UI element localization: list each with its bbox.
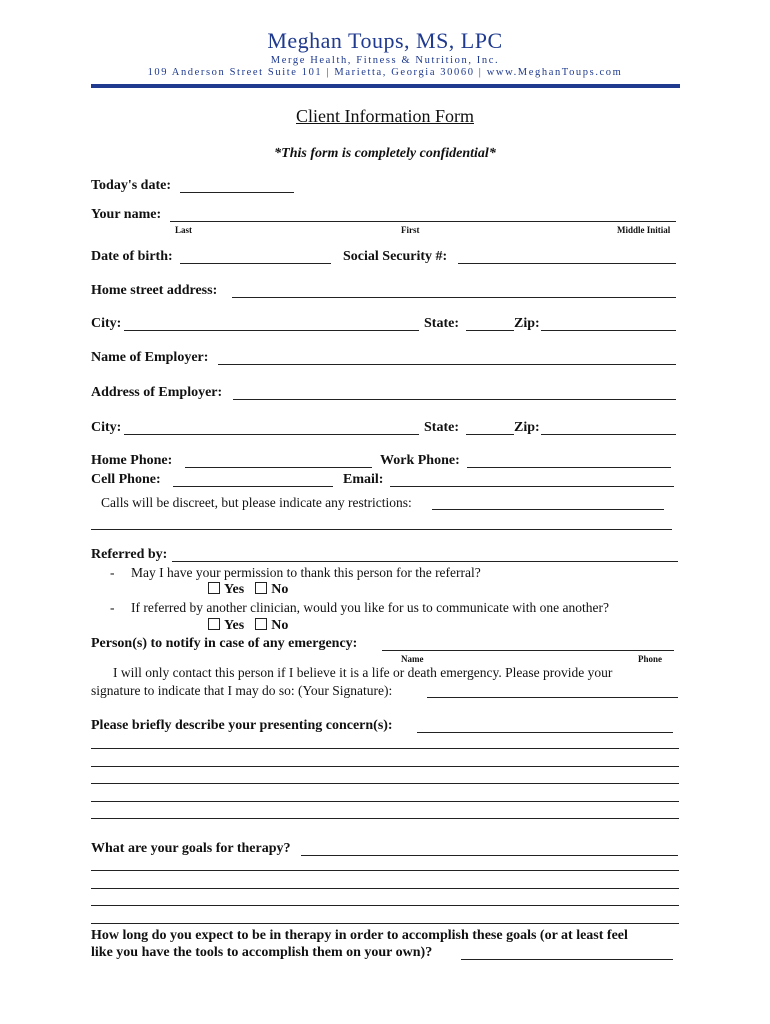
clinician-question: If referred by another clinician, would you like for us to communicate with one another? bbox=[131, 600, 609, 615]
permission-yes-label: Yes bbox=[224, 582, 245, 597]
clinician-no-label: No bbox=[271, 618, 289, 633]
work-phone-field[interactable] bbox=[467, 467, 671, 468]
dob-label: Date of birth: bbox=[91, 249, 173, 264]
employer-address-field[interactable] bbox=[233, 399, 676, 400]
emergency-phone-caption: Phone bbox=[638, 654, 663, 664]
home-phone-label: Home Phone: bbox=[91, 453, 173, 468]
employer-zip-field[interactable] bbox=[541, 434, 676, 435]
city-field[interactable] bbox=[124, 330, 419, 331]
employer-city-label: City: bbox=[91, 420, 122, 435]
concern-line-2[interactable] bbox=[91, 766, 679, 767]
concern-line-3[interactable] bbox=[91, 783, 679, 784]
goals-line-1[interactable] bbox=[91, 870, 679, 871]
referred-by-label: Referred by: bbox=[91, 547, 168, 562]
call-restrictions-field[interactable] bbox=[432, 509, 664, 510]
dob-field[interactable] bbox=[180, 263, 331, 264]
state-label: State: bbox=[424, 316, 459, 331]
employer-zip-label: Zip: bbox=[514, 420, 540, 435]
email-label: Email: bbox=[343, 472, 384, 487]
referred-by-field[interactable] bbox=[172, 561, 678, 562]
todays-date-field[interactable] bbox=[180, 192, 294, 193]
company-name: Merge Health, Fitness & Nutrition, Inc. bbox=[270, 55, 500, 66]
emergency-name-caption: Name bbox=[401, 654, 424, 664]
how-long-question-line1: How long do you expect to be in therapy in order to accomplish these goals (or at least feel bbox=[91, 928, 628, 943]
cell-phone-label: Cell Phone: bbox=[91, 472, 161, 487]
header-divider bbox=[91, 84, 680, 88]
employer-name-field[interactable] bbox=[218, 364, 676, 365]
employer-state-field[interactable] bbox=[466, 434, 514, 435]
work-phone-label: Work Phone: bbox=[380, 453, 460, 468]
zip-field[interactable] bbox=[541, 330, 676, 331]
home-phone-field[interactable] bbox=[185, 467, 372, 468]
name-middle-caption: Middle Initial bbox=[617, 225, 671, 235]
bullet: - bbox=[110, 600, 115, 615]
emergency-label: Person(s) to notify in case of any emergency: bbox=[91, 636, 358, 651]
name-last-caption: Last bbox=[175, 225, 193, 235]
permission-no-checkbox[interactable] bbox=[255, 582, 267, 594]
clinician-no-checkbox[interactable] bbox=[255, 618, 267, 630]
ssn-label: Social Security #: bbox=[343, 249, 448, 264]
bullet: - bbox=[110, 565, 115, 580]
call-restrictions-field-2[interactable] bbox=[91, 529, 672, 530]
emergency-contact-field[interactable] bbox=[382, 650, 674, 651]
practice-address: 109 Anderson Street Suite 101 | Marietta, Georgia 30060 | www.MeghanToups.com bbox=[147, 67, 623, 78]
clinician-options bbox=[208, 618, 288, 634]
emergency-note-line2: signature to indicate that I may do so: (Your Signature): bbox=[91, 683, 393, 698]
home-address-label: Home street address: bbox=[91, 283, 218, 298]
city-label: City: bbox=[91, 316, 122, 331]
practitioner-name: Meghan Toups, MS, LPC bbox=[267, 28, 503, 53]
concern-field[interactable] bbox=[417, 732, 673, 733]
state-field[interactable] bbox=[466, 330, 514, 331]
todays-date-label: Today's date: bbox=[91, 178, 172, 193]
calls-note: Calls will be discreet, but please indicate any restrictions: bbox=[101, 495, 412, 510]
how-long-field[interactable] bbox=[461, 959, 673, 960]
employer-name-label: Name of Employer: bbox=[91, 350, 209, 365]
employer-city-field[interactable] bbox=[124, 434, 419, 435]
employer-address-label: Address of Employer: bbox=[91, 385, 223, 400]
form-title: Client Information Form bbox=[296, 106, 474, 126]
ssn-field[interactable] bbox=[458, 263, 676, 264]
signature-field[interactable] bbox=[427, 697, 678, 698]
employer-state-label: State: bbox=[424, 420, 459, 435]
clinician-yes-label: Yes bbox=[224, 618, 245, 633]
zip-label: Zip: bbox=[514, 316, 540, 331]
goals-label: What are your goals for therapy? bbox=[91, 841, 291, 856]
permission-options bbox=[208, 582, 288, 598]
concern-line-1[interactable] bbox=[91, 748, 679, 749]
permission-question: May I have your permission to thank this person for the referral? bbox=[131, 565, 481, 580]
goals-field[interactable] bbox=[301, 855, 678, 856]
concern-line-5[interactable] bbox=[91, 818, 679, 819]
email-field[interactable] bbox=[390, 486, 674, 487]
cell-phone-field[interactable] bbox=[173, 486, 333, 487]
your-name-field[interactable] bbox=[170, 221, 676, 222]
concern-line-4[interactable] bbox=[91, 801, 679, 802]
permission-yes-checkbox[interactable] bbox=[208, 582, 220, 594]
name-first-caption: First bbox=[401, 225, 420, 235]
concern-label: Please briefly describe your presenting concern(s): bbox=[91, 718, 393, 733]
clinician-yes-checkbox[interactable] bbox=[208, 618, 220, 630]
your-name-label: Your name: bbox=[91, 207, 162, 222]
how-long-question-line2: like you have the tools to accomplish them on your own)? bbox=[91, 945, 433, 960]
permission-no-label: No bbox=[271, 582, 289, 597]
confidential-note: *This form is completely confidential* bbox=[274, 146, 496, 161]
home-address-field[interactable] bbox=[232, 297, 676, 298]
goals-line-2[interactable] bbox=[91, 888, 679, 889]
goals-line-4[interactable] bbox=[91, 923, 679, 924]
goals-line-3[interactable] bbox=[91, 905, 679, 906]
emergency-note-line1: I will only contact this person if I believe it is a life or death emergency. Please provide your bbox=[113, 665, 613, 680]
